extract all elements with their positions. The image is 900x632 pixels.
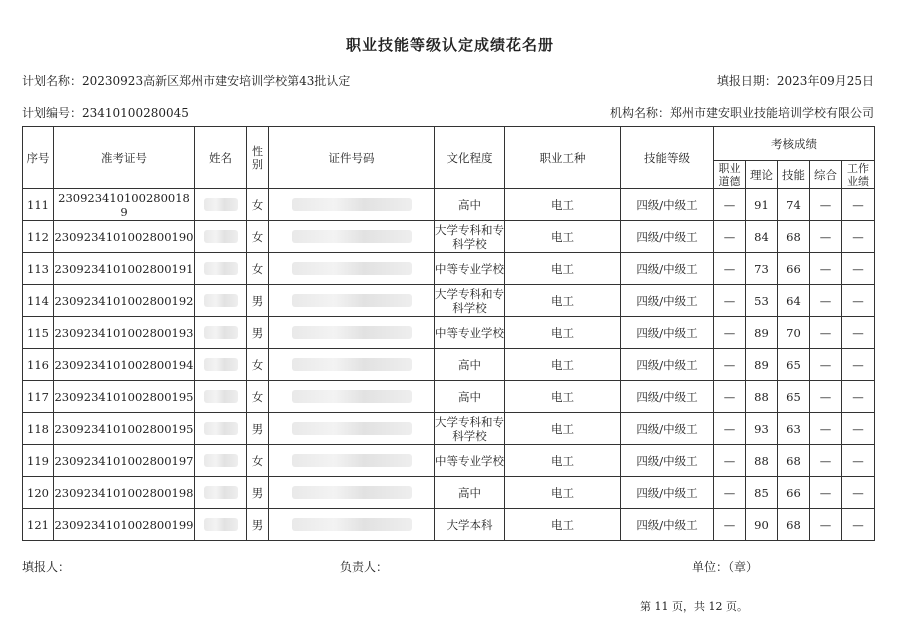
cell-work: — (842, 285, 875, 317)
blurred-redaction (204, 230, 238, 243)
redacted-id-number (269, 445, 435, 477)
blurred-redaction (204, 454, 238, 467)
cell-education: 高中 (435, 189, 505, 221)
cell-level: 四级/中级工 (621, 253, 714, 285)
cell-work: — (842, 413, 875, 445)
cell-education: 高中 (435, 381, 505, 413)
cell-job: 电工 (505, 317, 621, 349)
cell-theory: 85 (746, 477, 778, 509)
cell-ethics: — (714, 445, 746, 477)
cell-skill: 65 (778, 349, 810, 381)
header-gender: 性别 (247, 127, 269, 189)
cell-comp: — (810, 285, 842, 317)
redacted-id-number (269, 413, 435, 445)
redacted-id-number (269, 381, 435, 413)
cell-gender: 女 (247, 221, 269, 253)
cell-education: 中等专业学校 (435, 445, 505, 477)
redacted-id-number (269, 285, 435, 317)
cell-comp: — (810, 189, 842, 221)
cell-level: 四级/中级工 (621, 477, 714, 509)
header-skill-level: 技能等级 (621, 127, 714, 189)
blurred-redaction (292, 518, 412, 531)
blurred-redaction (204, 518, 238, 531)
cell-theory: 89 (746, 317, 778, 349)
cell-exam-no: 2309234101002800195 (54, 381, 195, 413)
cell-education: 高中 (435, 477, 505, 509)
redacted-name (195, 509, 247, 541)
page-info: 第 11 页，共 12 页。 (640, 600, 748, 613)
redacted-name (195, 381, 247, 413)
cell-seq: 111 (23, 189, 54, 221)
cell-work: — (842, 509, 875, 541)
blurred-redaction (204, 358, 238, 371)
cell-seq: 116 (23, 349, 54, 381)
cell-ethics: — (714, 189, 746, 221)
cell-exam-no: 2309234101002800197 (54, 445, 195, 477)
plan-name: 计划名称：20230923高新区郑州市建安培训学校第43批认定 (22, 74, 351, 88)
redacted-name (195, 189, 247, 221)
table-row (23, 285, 875, 317)
header-ethics: 职业道德 (714, 161, 746, 189)
cell-job: 电工 (505, 189, 621, 221)
header-id-number: 证件号码 (269, 127, 435, 189)
cell-ethics: — (714, 509, 746, 541)
cell-theory: 88 (746, 381, 778, 413)
cell-seq: 112 (23, 221, 54, 253)
redacted-name (195, 221, 247, 253)
cell-job: 电工 (505, 509, 621, 541)
cell-exam-no: 2309234101002800194 (54, 349, 195, 381)
header-education: 文化程度 (435, 127, 505, 189)
blurred-redaction (204, 262, 238, 275)
cell-gender: 男 (247, 509, 269, 541)
redacted-id-number (269, 253, 435, 285)
cell-gender: 男 (247, 477, 269, 509)
cell-comp: — (810, 349, 842, 381)
cell-work: — (842, 253, 875, 285)
blurred-redaction (292, 454, 412, 467)
cell-gender: 女 (247, 349, 269, 381)
cell-level: 四级/中级工 (621, 221, 714, 253)
table-row (23, 509, 875, 541)
cell-seq: 120 (23, 477, 54, 509)
redacted-name (195, 317, 247, 349)
cell-comp: — (810, 317, 842, 349)
cell-seq: 121 (23, 509, 54, 541)
redacted-id-number (269, 477, 435, 509)
cell-work: — (842, 317, 875, 349)
cell-job: 电工 (505, 413, 621, 445)
cell-comp: — (810, 445, 842, 477)
cell-education: 中等专业学校 (435, 253, 505, 285)
cell-seq: 119 (23, 445, 54, 477)
cell-skill: 66 (778, 253, 810, 285)
redacted-id-number (269, 221, 435, 253)
cell-work: — (842, 349, 875, 381)
cell-level: 四级/中级工 (621, 445, 714, 477)
cell-exam-no: 2309234101002800193 (54, 317, 195, 349)
cell-seq: 115 (23, 317, 54, 349)
header-theory: 理论 (746, 161, 778, 189)
blurred-redaction (292, 326, 412, 339)
header-exam-number: 准考证号 (54, 127, 195, 189)
cell-job: 电工 (505, 349, 621, 381)
cell-gender: 男 (247, 413, 269, 445)
cell-theory: 53 (746, 285, 778, 317)
cell-gender: 女 (247, 253, 269, 285)
cell-skill: 68 (778, 509, 810, 541)
redacted-id-number (269, 349, 435, 381)
cell-ethics: — (714, 477, 746, 509)
blurred-redaction (292, 486, 412, 499)
header-assessment-scores: 考核成绩 (714, 127, 875, 161)
blurred-redaction (292, 262, 412, 275)
blurred-redaction (292, 390, 412, 403)
cell-theory: 90 (746, 509, 778, 541)
blurred-redaction (292, 358, 412, 371)
cell-work: — (842, 189, 875, 221)
redacted-name (195, 477, 247, 509)
redacted-name (195, 285, 247, 317)
redacted-name (195, 413, 247, 445)
blurred-redaction (204, 198, 238, 211)
redacted-id-number (269, 189, 435, 221)
responsible-label: 负责人： (340, 560, 389, 574)
cell-comp: — (810, 413, 842, 445)
cell-education: 高中 (435, 349, 505, 381)
table-row (23, 253, 875, 285)
header-seq: 序号 (23, 127, 54, 189)
cell-exam-no: 230923410100280018 9 (54, 189, 195, 221)
cell-skill: 74 (778, 189, 810, 221)
cell-exam-no: 2309234101002800191 (54, 253, 195, 285)
cell-gender: 男 (247, 317, 269, 349)
cell-exam-no: 2309234101002800190 (54, 221, 195, 253)
cell-theory: 89 (746, 349, 778, 381)
blurred-redaction (204, 422, 238, 435)
cell-exam-no: 2309234101002800199 (54, 509, 195, 541)
cell-level: 四级/中级工 (621, 285, 714, 317)
redacted-id-number (269, 317, 435, 349)
cell-job: 电工 (505, 477, 621, 509)
table-row (23, 189, 875, 221)
cell-seq: 113 (23, 253, 54, 285)
plan-number: 计划编号：23410100280045 (22, 106, 189, 120)
header-comprehensive: 综合 (810, 161, 842, 189)
cell-level: 四级/中级工 (621, 381, 714, 413)
cell-gender: 女 (247, 445, 269, 477)
cell-education: 大学本科 (435, 509, 505, 541)
blurred-redaction (292, 294, 412, 307)
cell-skill: 68 (778, 221, 810, 253)
cell-education: 大学专科和专科学校 (435, 222, 504, 251)
score-roster-table (22, 126, 875, 541)
cell-theory: 73 (746, 253, 778, 285)
cell-ethics: — (714, 349, 746, 381)
unit-seal-label: 单位：（章） (692, 560, 759, 574)
blurred-redaction (292, 198, 412, 211)
cell-exam-no: 2309234101002800198 (54, 477, 195, 509)
cell-comp: — (810, 509, 842, 541)
table-row (23, 381, 875, 413)
cell-level: 四级/中级工 (621, 413, 714, 445)
cell-comp: — (810, 477, 842, 509)
cell-education: 大学专科和专科学校 (435, 286, 504, 315)
blurred-redaction (292, 422, 412, 435)
cell-seq: 117 (23, 381, 54, 413)
cell-gender: 女 (247, 381, 269, 413)
blurred-redaction (292, 230, 412, 243)
cell-comp: — (810, 381, 842, 413)
cell-theory: 84 (746, 221, 778, 253)
cell-work: — (842, 221, 875, 253)
cell-seq: 114 (23, 285, 54, 317)
blurred-redaction (204, 294, 238, 307)
cell-gender: 女 (247, 189, 269, 221)
table-row (23, 445, 875, 477)
cell-theory: 93 (746, 413, 778, 445)
blurred-redaction (204, 486, 238, 499)
blurred-redaction (204, 390, 238, 403)
cell-theory: 88 (746, 445, 778, 477)
header-name: 姓名 (195, 127, 247, 189)
redacted-name (195, 445, 247, 477)
redacted-id-number (269, 509, 435, 541)
table-row (23, 349, 875, 381)
header-occupation: 职业工种 (505, 127, 621, 189)
cell-job: 电工 (505, 381, 621, 413)
cell-level: 四级/中级工 (621, 349, 714, 381)
cell-level: 四级/中级工 (621, 317, 714, 349)
cell-level: 四级/中级工 (621, 509, 714, 541)
institution-name: 机构名称：郑州市建安职业技能培训学校有限公司 (609, 106, 874, 120)
redacted-name (195, 349, 247, 381)
cell-ethics: — (714, 413, 746, 445)
cell-education: 大学专科和专科学校 (435, 414, 504, 443)
table-row (23, 477, 875, 509)
blurred-redaction (204, 326, 238, 339)
cell-seq: 118 (23, 413, 54, 445)
cell-job: 电工 (505, 285, 621, 317)
cell-ethics: — (714, 381, 746, 413)
cell-skill: 68 (778, 445, 810, 477)
cell-level: 四级/中级工 (621, 189, 714, 221)
cell-gender: 男 (247, 285, 269, 317)
filler-label: 填报人： (22, 560, 71, 574)
document-title: 职业技能等级认定成绩花名册 (345, 36, 554, 54)
cell-skill: 63 (778, 413, 810, 445)
cell-theory: 91 (746, 189, 778, 221)
redacted-name (195, 253, 247, 285)
cell-work: — (842, 445, 875, 477)
table-row (23, 317, 875, 349)
cell-work: — (842, 477, 875, 509)
fill-date: 填报日期：2023年09月25日 (716, 74, 874, 88)
table-row (23, 221, 875, 253)
cell-skill: 66 (778, 477, 810, 509)
cell-exam-no: 2309234101002800195 (54, 413, 195, 445)
cell-education: 中等专业学校 (435, 317, 505, 349)
cell-comp: — (810, 221, 842, 253)
cell-skill: 64 (778, 285, 810, 317)
cell-skill: 65 (778, 381, 810, 413)
header-work-performance: 工作业绩 (842, 161, 875, 189)
cell-work: — (842, 381, 875, 413)
cell-job: 电工 (505, 253, 621, 285)
header-skill: 技能 (778, 161, 810, 189)
cell-skill: 70 (778, 317, 810, 349)
cell-exam-no: 2309234101002800192 (54, 285, 195, 317)
table-row (23, 413, 875, 445)
cell-job: 电工 (505, 221, 621, 253)
cell-job: 电工 (505, 445, 621, 477)
cell-ethics: — (714, 317, 746, 349)
cell-comp: — (810, 253, 842, 285)
cell-ethics: — (714, 221, 746, 253)
cell-ethics: — (714, 285, 746, 317)
cell-ethics: — (714, 253, 746, 285)
